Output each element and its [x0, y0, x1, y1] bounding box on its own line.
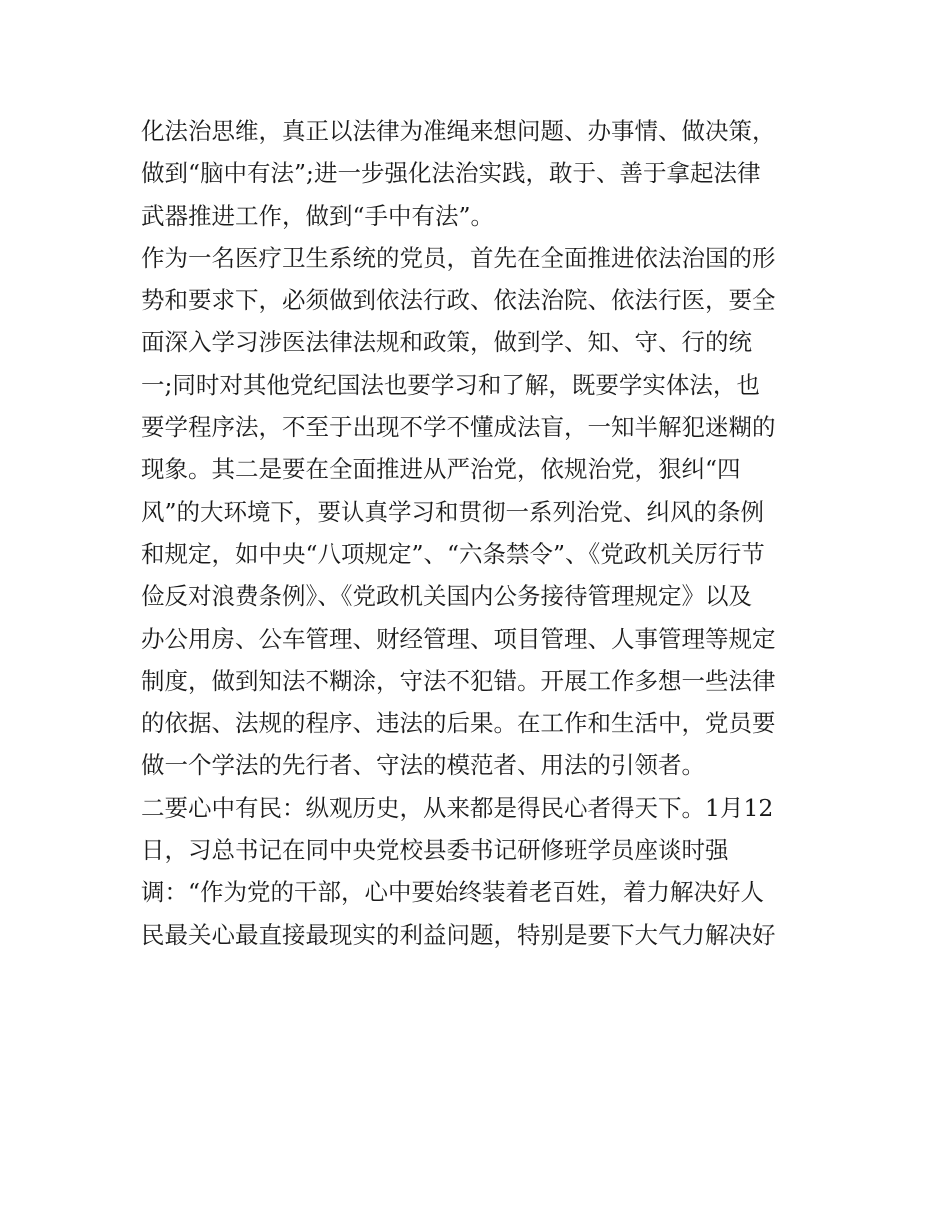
- text-line: 现象。其二是要在全面推进从严治党，依规治党，狠纠“四: [141, 455, 741, 484]
- body-text: [141, 110, 821, 956]
- text-line: 一;同时对其他党纪国法也要学习和了解，既要学实体法，也: [141, 370, 760, 399]
- text-line: 调：“作为党的干部，心中要始终装着老百姓，着力解决好人: [141, 878, 765, 907]
- text-line: 的依据、法规的程序、违法的后果。在工作和生活中，党员要: [141, 709, 776, 738]
- text-line: 要学程序法，不至于出现不学不懂成法盲，一知半解犯迷糊的: [141, 413, 776, 442]
- text-line: 风”的大环境下，要认真学习和贯彻一系列治党、纠风的条例: [141, 497, 765, 526]
- text-line: 日，习总书记在同中央党校县委书记研修班学员座谈时强: [141, 836, 729, 865]
- text-line: 作为一名医疗卫生系统的党员，首先在全面推进依法治国的形: [141, 243, 776, 272]
- text-line: 二要心中有民：纵观历史，从来都是得民心者得天下。1月12: [141, 793, 774, 822]
- text-line: 和规定，如中央“八项规定”、“六条禁令”、《党政机关厉行节: [141, 539, 765, 568]
- text-line: 武器推进工作，做到“手中有法”。: [141, 201, 495, 230]
- text-line: 办公用房、公车管理、财经管理、项目管理、人事管理等规定: [141, 624, 776, 653]
- text-line: 俭反对浪费条例》、《党政机关国内公务接待管理规定》以及: [141, 582, 752, 611]
- text-line: 做一个学法的先行者、守法的模范者、用法的引领者。: [141, 751, 705, 780]
- text-line: 做到“脑中有法”;进一步强化法治实践，敢于、善于拿起法律: [141, 159, 761, 188]
- text-line: 势和要求下，必须做到依法行政、依法治院、依法行医，要全: [141, 286, 776, 315]
- text-line: 化法治思维，真正以法律为准绳来想问题、办事情、做决策，: [141, 117, 776, 145]
- text-line: 制度，做到知法不糊涂，守法不犯错。开展工作多想一些法律: [141, 666, 776, 695]
- text-line: 民最关心最直接最现实的利益问题，特别是要下大气力解决好: [141, 920, 776, 949]
- text-line: 面深入学习涉医法律法规和政策，做到学、知、守、行的统: [141, 328, 752, 357]
